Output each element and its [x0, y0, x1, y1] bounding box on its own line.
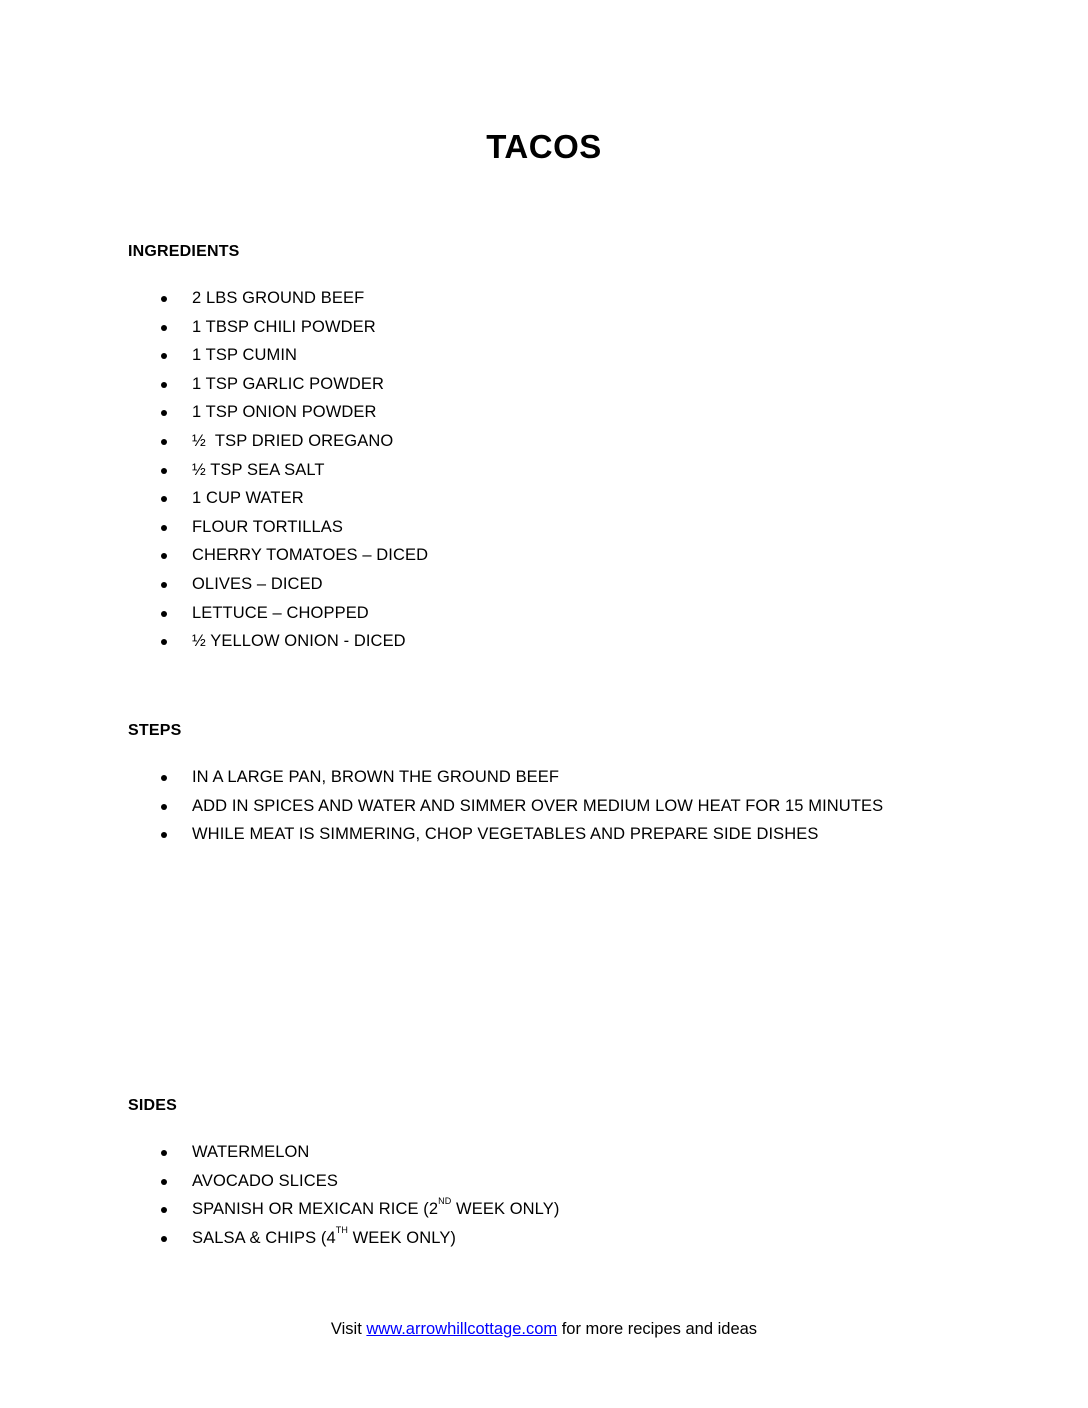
ingredients-heading: INGREDIENTS: [128, 243, 240, 260]
steps-heading: STEPS: [128, 722, 182, 739]
side-item: [128, 1167, 559, 1196]
website-link[interactable]: www.arrowhillcottage.com: [366, 1320, 558, 1338]
bullet-icon: [161, 804, 167, 810]
ingredient-item: [128, 284, 428, 313]
bullet-icon: [161, 582, 167, 588]
ingredient-text: 1 TBSP CHILI POWDER: [192, 317, 376, 336]
ingredient-text: 1 TSP GARLIC POWDER: [192, 374, 385, 393]
ingredient-item: [128, 313, 428, 342]
bullet-icon: [161, 439, 167, 445]
ingredient-item: [128, 484, 428, 513]
ingredient-text: FLOUR TORTILLAS: [192, 517, 343, 536]
ingredient-text: ½ YELLOW ONION - DICED: [192, 632, 406, 651]
side-text-rest: WEEK ONLY): [451, 1200, 560, 1219]
step-text: IN A LARGE PAN, BROWN THE GROUND BEEF: [192, 768, 560, 786]
bullet-icon: [161, 353, 167, 359]
footer-suffix: for more recipes and ideas: [557, 1320, 758, 1338]
ingredient-text: CHERRY TOMATOES – DICED: [192, 546, 429, 565]
step-item: [128, 763, 883, 792]
footer-prefix: Visit: [330, 1320, 367, 1338]
steps-list: [128, 763, 883, 849]
step-text: ADD IN SPICES AND WATER AND SIMMER OVER MEDIUM LOW HEAT FOR 15 MINUTES: [192, 796, 884, 815]
bullet-icon: [161, 1179, 167, 1185]
bullet-icon: [161, 1236, 167, 1242]
side-text: WATERMELON: [192, 1143, 310, 1161]
bullet-icon: [161, 410, 167, 416]
ingredient-text: 1 CUP WATER: [192, 489, 304, 508]
side-text: [192, 1224, 457, 1247]
ingredient-item: [128, 541, 428, 570]
sides-list: [128, 1138, 559, 1252]
ingredient-text: 1 TSP ONION POWDER: [192, 403, 377, 422]
ingredient-text: OLIVES – DICED: [192, 574, 323, 593]
ingredient-item: [128, 427, 428, 456]
ingredient-item: [128, 370, 428, 399]
ingredients-list: [128, 284, 428, 656]
bullet-icon: [161, 775, 167, 781]
side-text-main: SALSA & CHIPS (4: [192, 1228, 336, 1247]
side-text-main: SPANISH OR MEXICAN RICE (2: [192, 1200, 439, 1219]
bullet-icon: [161, 611, 167, 617]
side-item: [128, 1195, 559, 1224]
side-text: [192, 1196, 560, 1219]
bullet-icon: [161, 639, 167, 645]
side-item: [128, 1224, 559, 1253]
bullet-icon: [161, 296, 167, 302]
ingredient-text: LETTUCE – CHOPPED: [192, 603, 369, 622]
bullet-icon: [161, 325, 167, 331]
footer: [0, 1320, 1088, 1339]
step-text: WHILE MEAT IS SIMMERING, CHOP VEGETABLES AND PREPARE SIDE DISHES: [192, 825, 819, 844]
bullet-icon: [161, 1150, 167, 1156]
ingredient-item: [128, 513, 428, 542]
ingredient-text: ½ TSP SEA SALT: [192, 460, 325, 479]
bullet-icon: [161, 553, 167, 559]
side-text-rest: WEEK ONLY): [347, 1228, 457, 1247]
ingredient-text: 2 LBS GROUND BEEF: [192, 289, 365, 307]
bullet-icon: [161, 832, 167, 838]
ingredient-item: [128, 627, 428, 656]
ingredient-text: ½ TSP DRIED OREGANO: [192, 431, 394, 450]
ingredient-item: [128, 599, 428, 628]
bullet-icon: [161, 525, 167, 531]
ingredient-item: [128, 456, 428, 485]
ordinal-suffix: TH: [335, 1224, 348, 1235]
ingredient-item: [128, 398, 428, 427]
ingredient-item: [128, 341, 428, 370]
step-item: [128, 820, 883, 849]
bullet-icon: [161, 468, 167, 474]
bullet-icon: [161, 382, 167, 388]
page-title: TACOS: [486, 128, 602, 165]
side-item: [128, 1138, 559, 1167]
ordinal-suffix: ND: [438, 1196, 452, 1207]
ingredient-item: [128, 570, 428, 599]
ingredient-text: 1 TSP CUMIN: [192, 346, 298, 365]
bullet-icon: [161, 496, 167, 502]
side-text: AVOCADO SLICES: [192, 1171, 338, 1190]
step-item: [128, 792, 883, 821]
bullet-icon: [161, 1207, 167, 1213]
sides-heading: SIDES: [128, 1097, 178, 1114]
